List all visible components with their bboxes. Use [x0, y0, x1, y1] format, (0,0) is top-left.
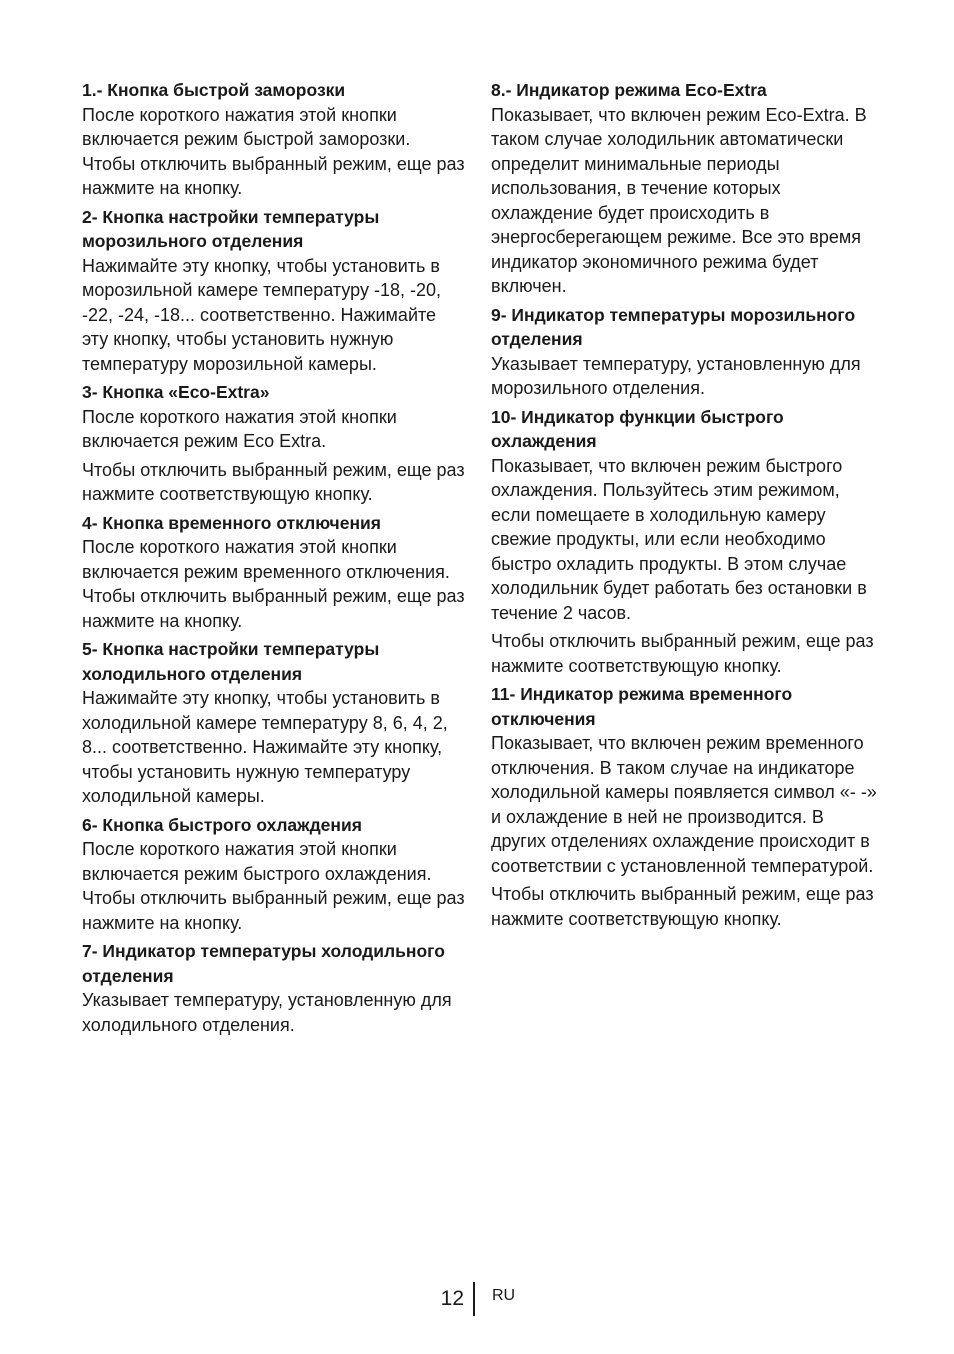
section-6	[82, 813, 466, 936]
section-paragraph: Чтобы отключить выбранный режим, еще раз нажмите соответствующую кнопку.	[491, 631, 874, 676]
section-heading: 4- Кнопка временного отключения	[82, 512, 381, 533]
section-9	[491, 303, 881, 401]
page-number: 12	[440, 1287, 464, 1310]
section-heading: 1.- Кнопка быстрой заморозки	[82, 80, 346, 100]
section-5	[82, 637, 466, 809]
section-1	[82, 78, 466, 201]
section-heading: 10- Индикатор функции быстрого охлаждения	[491, 406, 784, 451]
language-code: RU	[492, 1287, 516, 1304]
section-paragraph: После короткого нажатия этой кнопки включается режим быстрого охлаждения. Чтобы отключить выбранный режим, еще раз нажмите на кнопку.	[82, 839, 465, 933]
section-heading: 9- Индикатор температуры морозильного отделения	[491, 304, 856, 349]
section-paragraph: После короткого нажатия этой кнопки включается режим Eco Extra.	[82, 406, 397, 451]
section-7	[82, 939, 466, 1037]
footer-divider	[473, 1282, 475, 1316]
section-heading: 3- Кнопка «Eco-Extra»	[82, 382, 270, 402]
section-3	[82, 380, 466, 507]
section-heading: 6- Кнопка быстрого охлаждения	[82, 814, 362, 835]
right-column	[491, 78, 881, 931]
section-2	[82, 205, 466, 377]
page-footer	[0, 1282, 954, 1318]
section-11	[491, 682, 881, 931]
section-paragraph: Чтобы отключить выбранный режим, еще раз нажмите соответствующую кнопку.	[491, 884, 874, 929]
section-heading: 5- Кнопка настройки температуры холодильного отделения	[82, 639, 380, 684]
section-paragraph: Нажимайте эту кнопку, чтобы установить в морозильной камере температуру -18, -20, -22, -24, -18... соответственно. Нажимайте эту кнопку, чтобы установить нужную температуру морозильной камеры.	[82, 255, 441, 374]
section-heading: 7- Индикатор температуры холодильного отделения	[82, 941, 445, 986]
section-4	[82, 511, 466, 634]
section-paragraph: Указывает температуру, установленную для морозильного отделения.	[491, 353, 861, 398]
section-paragraph: Показывает, что включен режим временного отключения. В таком случае на индикаторе холодильной камеры появляется символ «- -» и охлаждение в ней не производится. В других отделениях охлаждение происходит в соответствии с установленной температурой.	[491, 733, 877, 876]
section-heading: 8.- Индикатор режима Eco-Extra	[491, 80, 767, 100]
section-paragraph: Показывает, что включен режим быстрого охлаждения. Пользуйтесь этим режимом, если помещаете в холодильную камеру свежие продукты, или если необходимо быстро охладить продукты. В этом случае холодильник будет работать без остановки в течение 2 часов.	[491, 455, 867, 623]
left-column	[82, 78, 466, 1037]
section-paragraph: После короткого нажатия этой кнопки включается режим быстрой заморозки. Чтобы отключить выбранный режим, еще раз нажмите на кнопку.	[82, 104, 465, 198]
section-heading: 2- Кнопка настройки температуры морозильного отделения	[82, 206, 380, 251]
section-paragraph: После короткого нажатия этой кнопки включается режим временного отключения. Чтобы отключить выбранный режим, еще раз нажмите на кнопку.	[82, 537, 465, 631]
section-10	[491, 405, 881, 679]
section-paragraph: Нажимайте эту кнопку, чтобы установить в холодильной камере температуру 8, 6, 4, 2, 8... соответственно. Нажимайте эту кнопку, чтобы установить нужную температуру холодильной камеры.	[82, 688, 448, 806]
section-paragraph: Чтобы отключить выбранный режим, еще раз нажмите соответствующую кнопку.	[82, 459, 465, 504]
section-8	[491, 78, 881, 299]
section-paragraph: Показывает, что включен режим Eco-Extra. В таком случае холодильник автоматически определит минимальные периоды использования, в течение которых охлаждение будет происходить в энергосберегающем режиме. Все это время индикатор экономичного режима будет включен.	[491, 104, 867, 296]
section-heading: 11- Индикатор режима временного отключения	[491, 684, 793, 729]
section-paragraph: Указывает температуру, установленную для холодильного отделения.	[82, 990, 452, 1035]
